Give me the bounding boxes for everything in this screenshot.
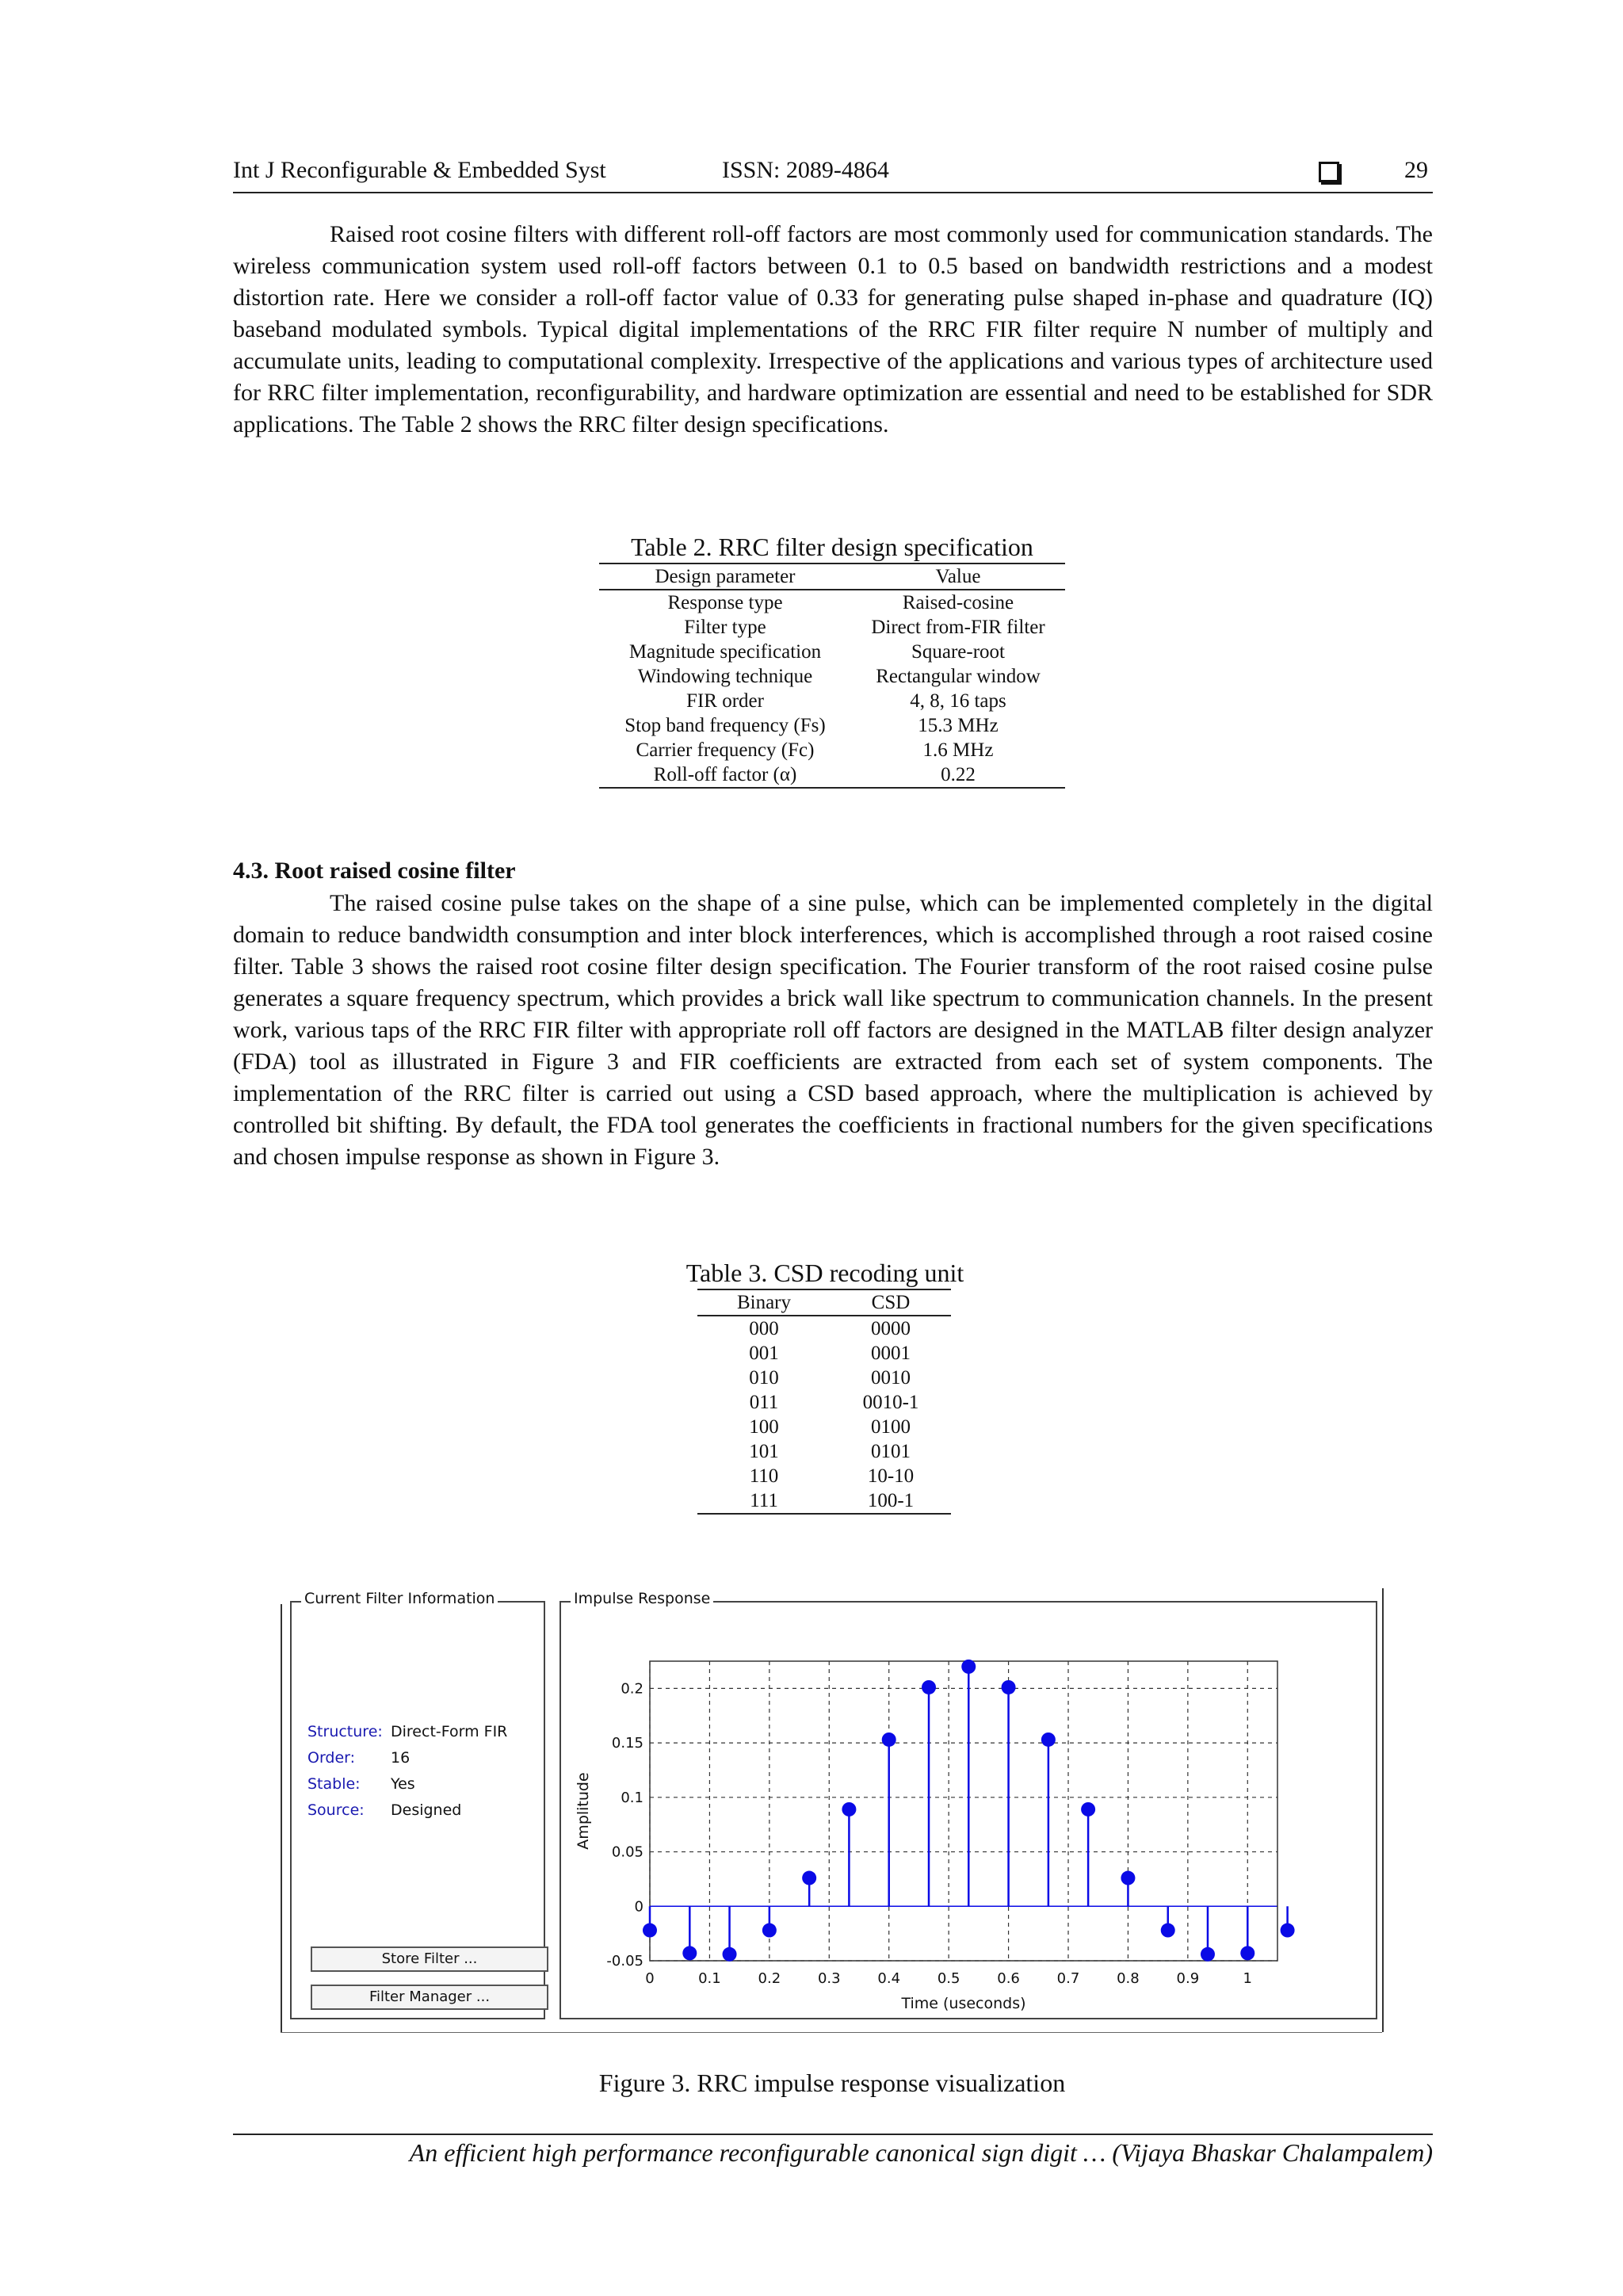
x-tick-label: 0.6 — [997, 1970, 1020, 1987]
stem-marker — [723, 1947, 737, 1962]
info-structure — [307, 1723, 507, 1740]
table3-row — [697, 1464, 951, 1488]
table3-cell: 0100 — [871, 1416, 911, 1438]
x-tick-label: 0.9 — [1176, 1970, 1200, 1987]
table3-cell: 000 — [749, 1318, 779, 1339]
table2-cell: Response type — [667, 592, 783, 613]
section-heading: 4.3. Root raised cosine filter — [233, 858, 516, 884]
intro-paragraph: Raised root cosine filters with different roll-off factors are most commonly used for communication standards. The wireless communication system used roll-off factors between 0.1 to 0.5 based on bandwidth restrictions and a modest distortion rate. Here we consider a roll-off factor value of 0.33 for generating pulse shaped in-phase and quadrature (IQ) baseband modulated symbols. Typical digital implementations of the RRC FIR filter require N number of multiply and accumulate units, leading to computational complexity. Irrespective of the applications and various types of architecture used for RRC filter implementation, reconfigurability, and hardware optimization are essential and need to be established for SDR applications. The Table 2 shows the RRC filter design specifications. — [233, 221, 1433, 437]
info-order-value: 16 — [391, 1749, 411, 1767]
table2-row — [599, 689, 1065, 713]
table3-cell: 0010-1 — [862, 1392, 919, 1413]
issn: ISSN: 2089-4864 — [722, 157, 889, 183]
page-number: 29 — [1404, 157, 1428, 183]
table2-cell: 1.6 MHz — [922, 739, 994, 761]
stem-marker — [1240, 1946, 1254, 1960]
section-paragraph: The raised cosine pulse takes on the shape of a sine pulse, which can be implemented completely in the digital domain to reduce bandwidth consumption and inter block interferences, which is accomplished through a root raised cosine filter. Table 3 shows the raised root cosine filter design specification. The Fourier transform of the root raised cosine pulse generates a square frequency spectrum, which provides a brick wall like spectrum to communication channels. In the present work, various taps of the RRC FIR filter with appropriate roll off factors are designed in the MATLAB filter design analyzer (FDA) tool as illustrated in Figure 3 and FIR coefficients are extracted from each set of system components. The implementation of the RRC filter is carried out using a CSD based approach, where the multiplication is achieved by controlled bit shifting. By default, the FDA tool generates the coefficients in fractional numbers for the given specifications and chosen impulse response as shown in Figure 3. — [233, 890, 1433, 1170]
table3-cell: 110 — [749, 1465, 779, 1487]
plot-panel-title: Impulse Response — [571, 1590, 713, 1607]
info-stable-key: Stable: — [307, 1775, 361, 1793]
y-tick-label: 0.15 — [611, 1735, 643, 1752]
table3-row — [697, 1390, 951, 1415]
table2-cell: 15.3 MHz — [918, 715, 999, 736]
table2-row — [599, 762, 1065, 788]
table2-row — [599, 738, 1065, 762]
stem-marker — [882, 1733, 896, 1747]
info-structure-value: Direct-Form FIR — [391, 1723, 508, 1740]
info-stable-value: Yes — [391, 1775, 415, 1793]
table2-caption: Table 2. RRC filter design specification — [631, 533, 1033, 561]
table3-cell: 111 — [697, 1488, 831, 1514]
table2-cell: Roll-off factor (α) — [599, 762, 851, 788]
table3-row — [697, 1341, 951, 1366]
table3-cell: 10-10 — [867, 1465, 915, 1487]
table2-cell: Square-root — [911, 641, 1006, 663]
table2-cell: Magnitude specification — [628, 641, 822, 663]
stem-marker — [1041, 1733, 1056, 1747]
plot-area — [650, 1661, 1277, 1961]
stem-marker — [1161, 1924, 1175, 1938]
x-tick-label: 0.7 — [1056, 1970, 1080, 1987]
stem-marker — [1281, 1924, 1295, 1938]
impulse-response-chart — [561, 1603, 1376, 2018]
table2-row — [599, 713, 1065, 738]
table2-cell: 0.22 — [851, 762, 1065, 788]
table2-cell: Windowing technique — [637, 666, 813, 687]
y-tick-label: 0.05 — [611, 1843, 643, 1861]
stem-marker — [643, 1924, 657, 1938]
stem-marker — [842, 1802, 856, 1817]
info-structure-key: Structure: — [307, 1723, 383, 1740]
stem-marker — [802, 1871, 816, 1885]
x-tick-label: 0.1 — [698, 1970, 721, 1987]
figure-fdatool — [277, 1588, 1387, 2040]
footer-rule — [233, 2134, 1433, 2135]
figure-bottom-border — [281, 2032, 1382, 2033]
info-source — [307, 1801, 461, 1819]
table2 — [599, 563, 1065, 789]
x-tick-label: 0.4 — [877, 1970, 901, 1987]
table2-cell: FIR order — [686, 690, 764, 712]
stem-marker — [1002, 1680, 1016, 1694]
y-tick-label: 0.2 — [621, 1680, 643, 1698]
y-axis-label: Amplitude — [575, 1772, 592, 1850]
table3-caption: Table 3. CSD recoding unit — [685, 1259, 964, 1287]
info-panel-title: Current Filter Information — [301, 1590, 498, 1607]
y-tick-label: 0 — [634, 1898, 643, 1916]
table2-row — [599, 590, 1065, 615]
table2-cell: 4, 8, 16 taps — [910, 690, 1006, 712]
square-bullet-icon — [1319, 162, 1339, 182]
info-stable — [307, 1775, 415, 1793]
figure-caption: Figure 3. RRC impulse response visualization — [598, 2069, 1066, 2097]
table2-cell: Filter type — [684, 617, 766, 638]
journal-name: Int J Reconfigurable & Embedded Syst — [233, 157, 606, 183]
table2-cell: Stop band frequency (Fs) — [624, 715, 826, 736]
current-filter-info-panel — [290, 1590, 545, 2019]
table3-header-binary: Binary — [697, 1289, 831, 1316]
table3-cell: 0010 — [871, 1367, 911, 1389]
info-source-value: Designed — [391, 1801, 462, 1819]
stem-marker — [1081, 1802, 1095, 1817]
table2-cell: Rectangular window — [876, 666, 1041, 687]
table3-row — [697, 1316, 951, 1341]
table2-header-value: Value — [851, 563, 1065, 590]
x-tick-label: 0.3 — [817, 1970, 841, 1987]
table2-header-parameter: Design parameter — [599, 563, 851, 590]
y-tick-label: -0.05 — [606, 1953, 643, 1969]
x-tick-label: 0.8 — [1117, 1970, 1140, 1987]
x-tick-label: 0 — [645, 1970, 655, 1987]
table3-row — [697, 1439, 951, 1464]
impulse-response-panel — [559, 1590, 1377, 2019]
stem-marker — [682, 1946, 697, 1960]
table2-cell: Raised-cosine — [902, 592, 1014, 613]
store-filter-button[interactable]: Store Filter ... — [311, 1946, 548, 1972]
table3-cell: 101 — [749, 1441, 779, 1462]
running-header — [233, 155, 1433, 193]
table2-row — [599, 615, 1065, 640]
running-footer: An efficient high performance reconfigurable canonical sign digit … (Vijaya Bhaskar Chalampalem) — [409, 2138, 1433, 2167]
table3-cell: 010 — [749, 1367, 779, 1389]
stem-marker — [1201, 1947, 1215, 1962]
y-tick-label: 0.1 — [621, 1789, 643, 1806]
table2-row — [599, 664, 1065, 689]
table2-cell: Direct from-FIR filter — [871, 617, 1045, 638]
figure-left-border — [281, 1604, 282, 2032]
table3-cell: 0000 — [871, 1318, 911, 1339]
stem-marker — [762, 1924, 777, 1938]
stem-marker — [961, 1660, 976, 1674]
table3 — [697, 1289, 951, 1515]
stem-marker — [922, 1680, 936, 1694]
table3-cell: 0101 — [871, 1441, 911, 1462]
table2-row — [599, 640, 1065, 664]
info-order-key: Order: — [307, 1749, 356, 1767]
table3-cell: 001 — [749, 1343, 779, 1364]
filter-manager-button[interactable]: Filter Manager ... — [311, 1985, 548, 2010]
figure-right-border — [1382, 1588, 1384, 2032]
table3-header-csd: CSD — [831, 1289, 951, 1316]
x-axis-label: Time (useconds) — [901, 1995, 1026, 2012]
table3-row — [697, 1488, 951, 1514]
x-tick-label: 0.2 — [758, 1970, 781, 1987]
table2-cell: Carrier frequency (Fc) — [636, 739, 815, 761]
table3-row — [697, 1366, 951, 1390]
stem-marker — [1121, 1871, 1135, 1885]
table3-cell: 100-1 — [831, 1488, 951, 1514]
x-tick-label: 1 — [1243, 1970, 1253, 1987]
info-source-key: Source: — [307, 1801, 365, 1819]
table3-row — [697, 1415, 951, 1439]
table3-cell: 0001 — [871, 1343, 911, 1364]
x-tick-label: 0.5 — [937, 1970, 960, 1987]
table3-cell: 100 — [749, 1416, 779, 1438]
table3-cell: 011 — [749, 1392, 779, 1413]
info-order — [307, 1749, 410, 1767]
